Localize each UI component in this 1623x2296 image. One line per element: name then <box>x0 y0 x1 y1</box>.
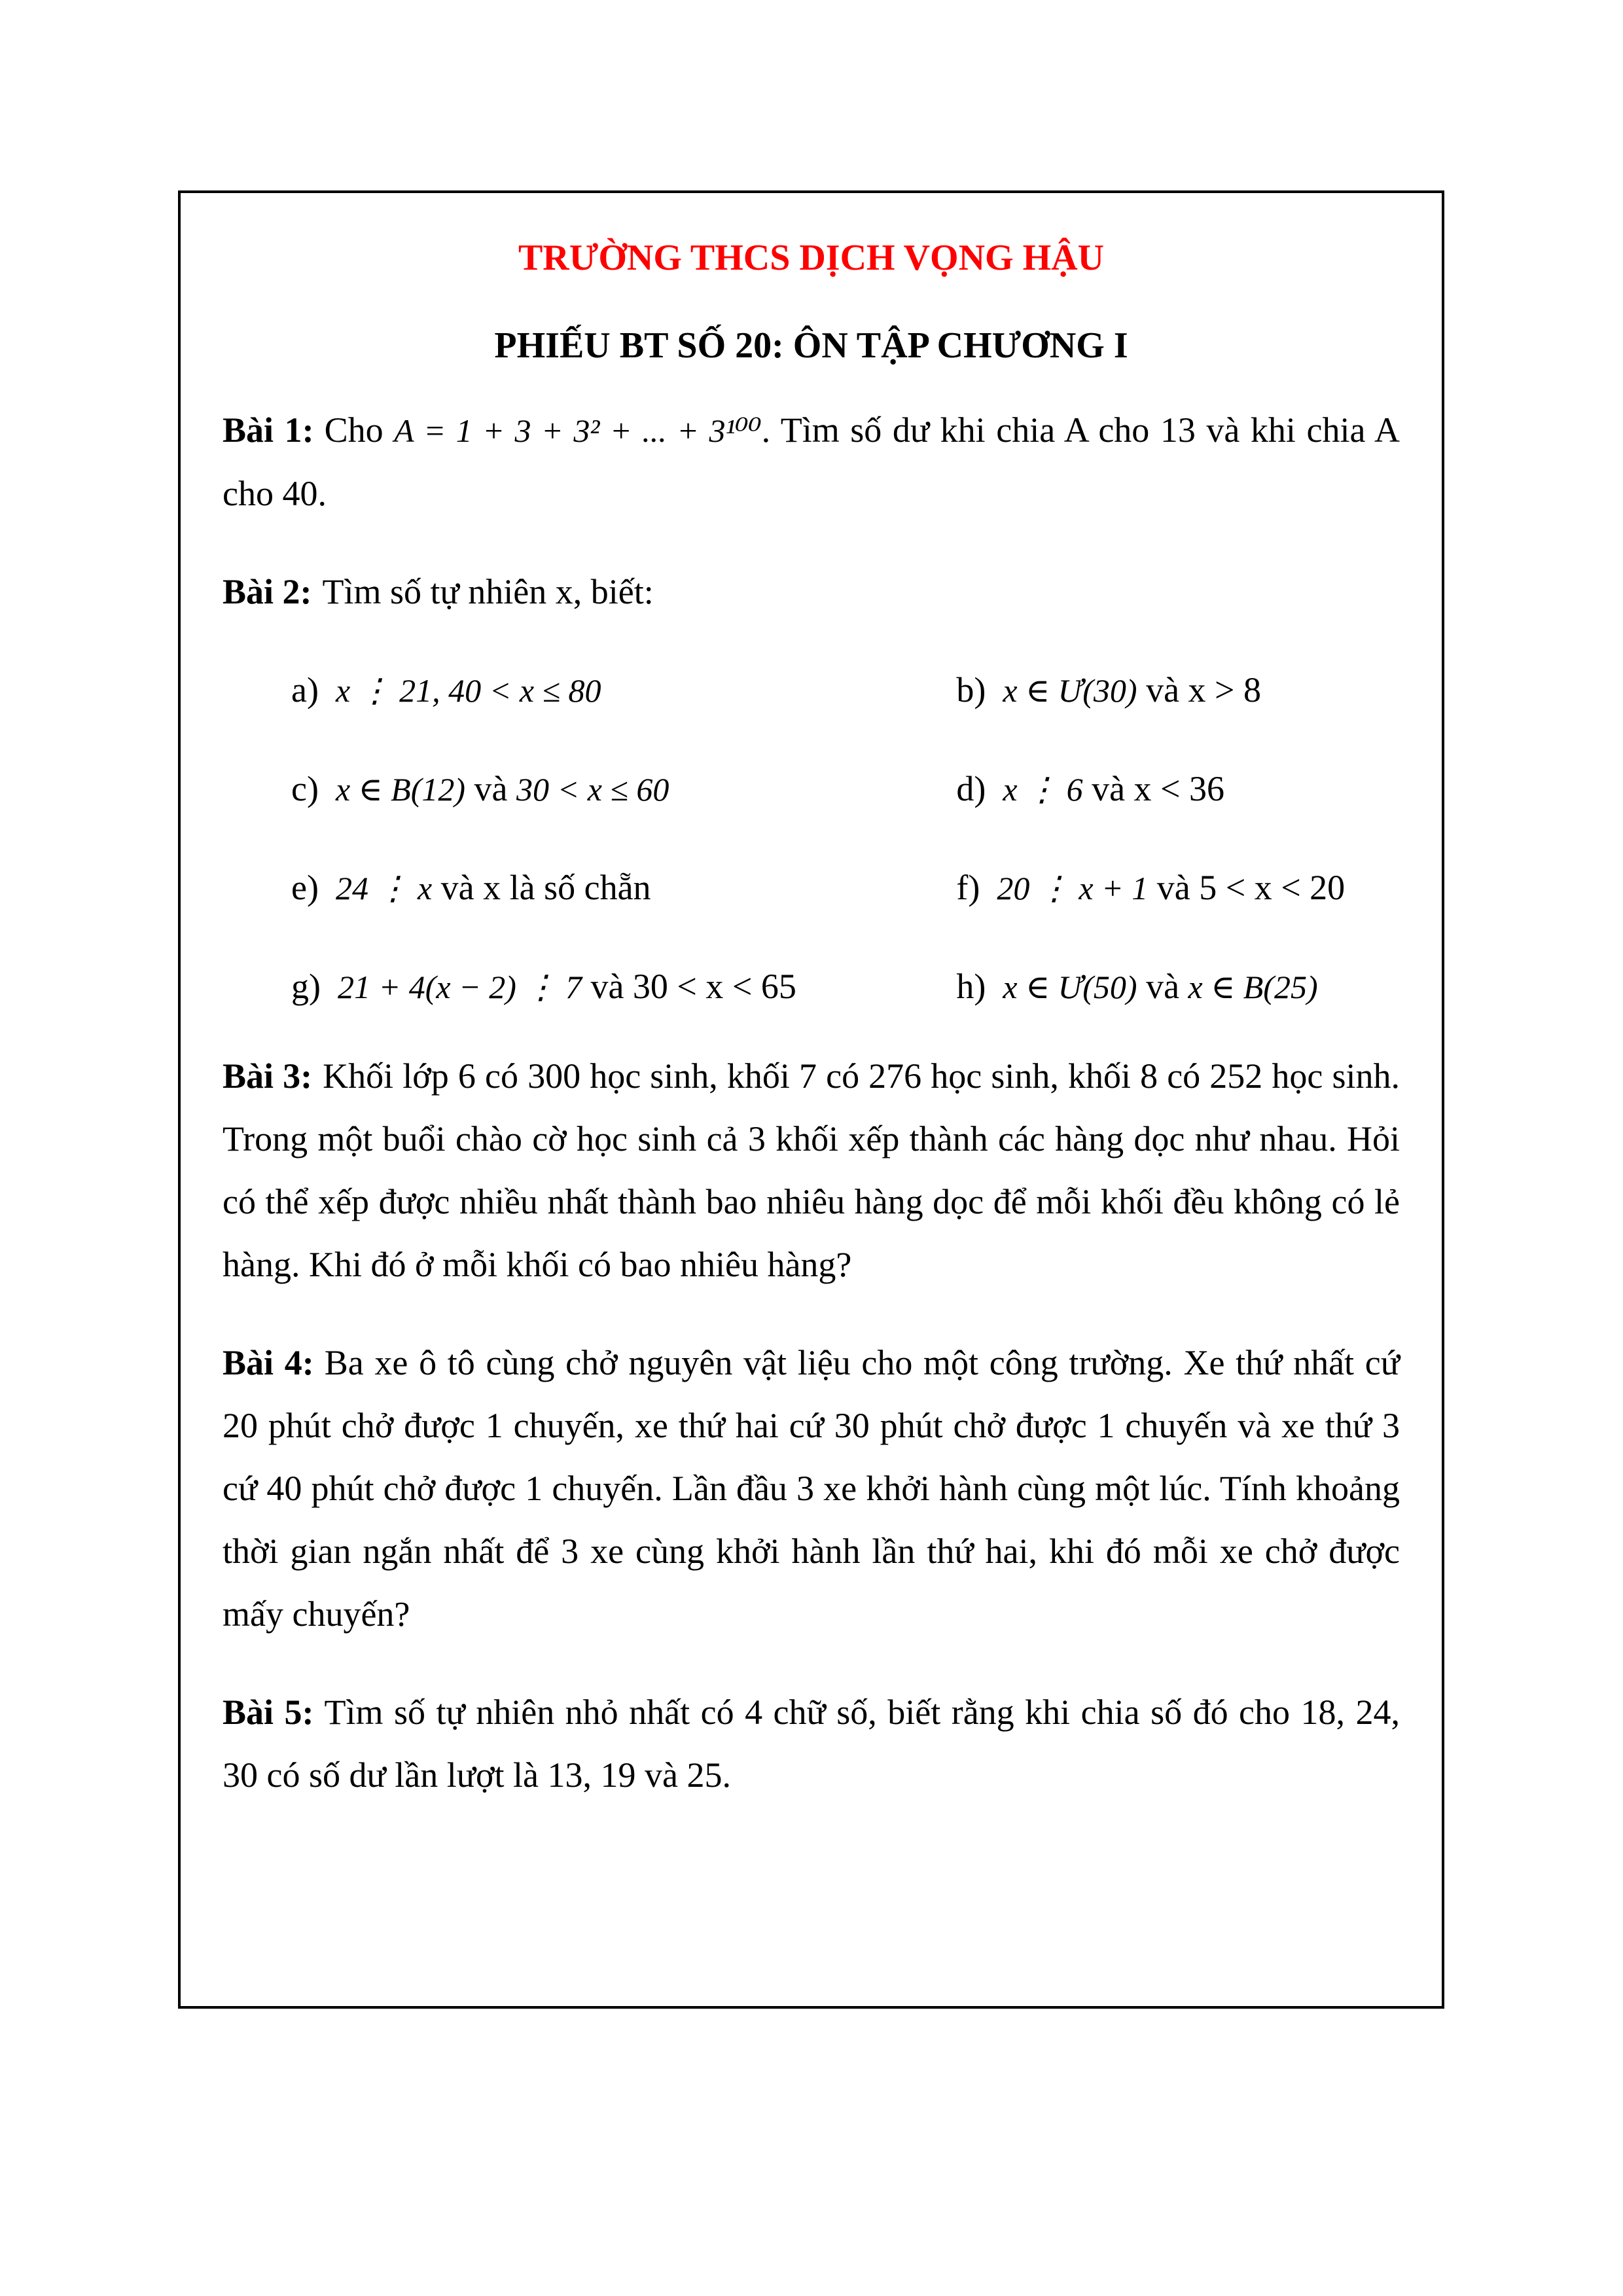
problem-3 <box>223 1045 1400 1296</box>
problem-1-pre-text: Cho <box>324 410 383 450</box>
item-c-math-2: 30 < x ≤ 60 <box>516 771 669 808</box>
item-f-math: 20 ⋮ x + 1 <box>997 870 1149 906</box>
item-h-math-2: x ∈ B(25) <box>1188 969 1318 1005</box>
item-a-math: x ⋮ 21, 40 < x ≤ 80 <box>335 672 601 709</box>
problem-5-label: Bài 5: <box>223 1693 314 1732</box>
item-f-text: và 5 < x < 20 <box>1148 868 1346 907</box>
problem-2-item-h <box>956 955 1400 1018</box>
problem-2 <box>223 560 1400 623</box>
problem-1-label: Bài 1: <box>223 410 314 450</box>
item-c-math: x ∈ B(12) <box>335 771 465 808</box>
item-h-math: x ∈ Ư(50) <box>1003 969 1137 1005</box>
problem-5 <box>223 1681 1400 1806</box>
item-c-label: c) <box>291 769 319 808</box>
school-name: TRƯỜNG THCS DỊCH VỌNG HẬU <box>518 238 1105 278</box>
problem-2-item-g <box>291 955 956 1018</box>
item-g-math: 21 + 4(x − 2) ⋮ 7 <box>337 969 582 1005</box>
item-g-text: và 30 < x < 65 <box>581 967 796 1006</box>
problem-2-item-e <box>291 856 956 920</box>
problem-5-text: Tìm số tự nhiên nhỏ nhất có 4 chữ số, biết rằng khi chia số đó cho 18, 24, 30 có số dư lần lượt là 13, 19 và 25. <box>223 1693 1400 1795</box>
problem-2-item-b <box>956 658 1400 722</box>
item-e-label: e) <box>291 868 319 907</box>
item-d-math: x ⋮ 6 <box>1003 771 1083 808</box>
item-h-text: và <box>1137 967 1188 1006</box>
item-f-label: f) <box>956 868 980 907</box>
problem-3-label: Bài 3: <box>223 1056 313 1096</box>
problem-1 <box>223 399 1400 525</box>
document-frame <box>178 190 1444 2009</box>
problem-2-item-a <box>291 658 956 722</box>
item-e-text: và x là số chẵn <box>432 868 651 907</box>
problem-2-item-d <box>956 757 1400 821</box>
problem-2-intro: Tìm số tự nhiên x, biết: <box>322 572 654 611</box>
item-e-math: 24 ⋮ x <box>335 870 433 906</box>
item-d-label: d) <box>956 769 986 808</box>
item-b-label: b) <box>956 670 986 709</box>
item-h-label: h) <box>956 967 986 1006</box>
worksheet-title: PHIẾU BT SỐ 20: ÔN TẬP CHƯƠNG I <box>494 325 1128 366</box>
item-c-text: và <box>465 769 516 808</box>
problem-3-text: Khối lớp 6 có 300 học sinh, khối 7 có 276 học sinh, khối 8 có 252 học sinh. Trong một buổi chào cờ học sinh cả 3 khối xếp thành các hàng dọc như nhau. Hỏi có thể xếp được nhiều nhất thành bao nhiêu hàng dọc để mỗi khối đều không có lẻ hàng. Khi đó ở mỗi khối có bao nhiêu hàng? <box>223 1056 1400 1284</box>
problem-2-item-f <box>956 856 1400 920</box>
problem-2-label: Bài 2: <box>223 572 312 611</box>
item-b-math: x ∈ Ư(30) <box>1003 672 1137 709</box>
problem-2-item-c <box>291 757 956 821</box>
problem-1-post-text: . Tìm số dư khi chia A cho 13 và khi chia A cho 40. <box>223 410 1400 513</box>
problem-4 <box>223 1331 1400 1645</box>
problem-1-formula: A = 1 + 3 + 3² + ... + 3¹⁰⁰ <box>394 412 762 449</box>
problem-2-item-grid <box>223 658 1400 1018</box>
item-b-text: và x > 8 <box>1137 670 1261 709</box>
problem-4-label: Bài 4: <box>223 1343 314 1382</box>
problem-4-text: Ba xe ô tô cùng chở nguyên vật liệu cho một công trường. Xe thứ nhất cứ 20 phút chở được 1 chuyến, xe thứ hai cứ 30 phút chở được 1 chuyến và xe thứ 3 cứ 40 phút chở được 1 chuyến. Lần đầu 3 xe khởi hành cùng một lúc. Tính khoảng thời gian ngắn nhất để 3 xe cùng khởi hành lần thứ hai, khi đó mỗi xe chở được mấy chuyến? <box>223 1343 1400 1634</box>
item-a-label: a) <box>291 670 319 709</box>
item-g-label: g) <box>291 967 321 1006</box>
item-d-text: và x < 36 <box>1082 769 1224 808</box>
